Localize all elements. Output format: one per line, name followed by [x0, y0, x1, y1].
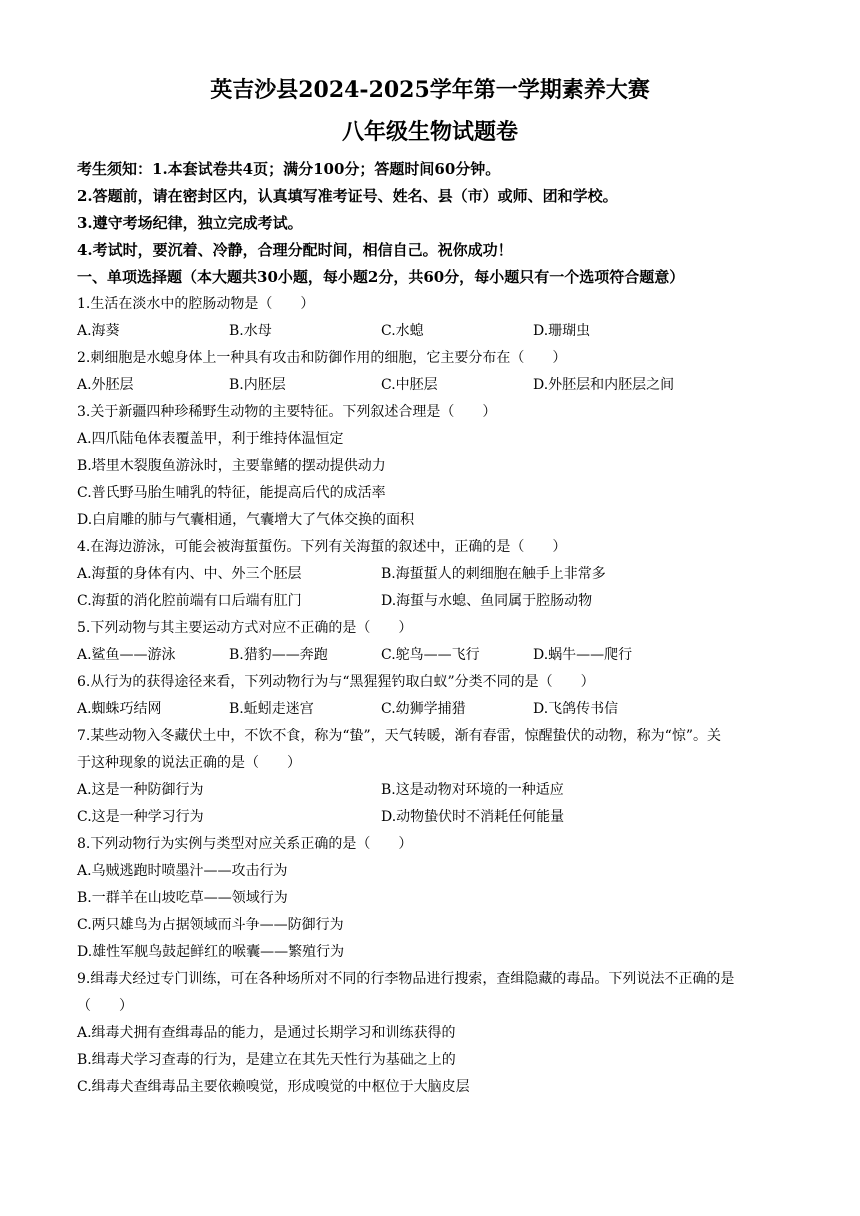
- option: C.鸵鸟——飞行: [381, 647, 480, 663]
- option: A.缉毒犬拥有查缉毒品的能力，是通过长期学习和训练获得的: [77, 1025, 456, 1041]
- option: A.鲨鱼——游泳: [77, 647, 176, 663]
- question-stem: 2.刺细胞是水螅身体上一种具有攻击和防御作用的细胞，它主要分布在（ ）: [77, 350, 567, 366]
- question-stem: 于这种现象的说法正确的是（ ）: [77, 755, 301, 771]
- option: B.塔里木裂腹鱼游泳时，主要靠鳍的摆动提供动力: [77, 458, 386, 474]
- option: B.缉毒犬学习查毒的行为，是建立在其先天性行为基础之上的: [77, 1052, 456, 1068]
- page-subtitle: 八年级生物试题卷: [341, 119, 518, 145]
- question-stem: 8.下列动物行为实例与类型对应关系正确的是（ ）: [77, 836, 413, 852]
- question-stem: 3.关于新疆四种珍稀野生动物的主要特征。下列叙述合理是（ ）: [77, 404, 497, 420]
- option: C.缉毒犬查缉毒品主要依赖嗅觉，形成嗅觉的中枢位于大脑皮层: [77, 1079, 470, 1095]
- option: D.动物蛰伏时不消耗任何能量: [381, 809, 565, 825]
- option: A.乌贼逃跑时喷墨汁——攻击行为: [77, 863, 288, 879]
- option: D.外胚层和内胚层之间: [533, 377, 675, 393]
- option: C.海蜇的消化腔前端有口后端有肛门: [77, 593, 302, 609]
- page-title: 英吉沙县2024-2025学年第一学期素养大赛: [210, 77, 650, 103]
- question-stem: 9.缉毒犬经过专门训练，可在各种场所对不同的行李物品进行搜索，查缉隐藏的毒品。下列说法不正确的是: [77, 971, 735, 987]
- section-title: 一、单项选择题（本大题共30小题，每小题2分，共60分，每小题只有一个选项符合题意）: [77, 268, 685, 286]
- option: B.蚯蚓走迷宫: [229, 701, 314, 717]
- question-stem: 4.在海边游泳，可能会被海蜇蜇伤。下列有关海蜇的叙述中，正确的是（ ）: [77, 539, 567, 555]
- option: A.这是一种防御行为: [77, 782, 204, 798]
- question-stem: 6.从行为的获得途径来看，下列动物行为与“黑猩猩钓取白蚁”分类不同的是（ ）: [77, 674, 595, 690]
- option: A.外胚层: [77, 377, 134, 393]
- option: B.这是动物对环境的一种适应: [381, 782, 564, 798]
- question-stem: 1.生活在淡水中的腔肠动物是（ ）: [77, 296, 315, 312]
- option: D.雄性军舰鸟鼓起鲜红的喉囊——繁殖行为: [77, 944, 345, 960]
- option: A.蜘蛛巧结网: [77, 701, 162, 717]
- exam-note: 4.考试时，要沉着、冷静，合理分配时间，相信自己。祝你成功！: [77, 241, 513, 259]
- option: B.海蜇蜇人的刺细胞在触手上非常多: [381, 566, 606, 582]
- option: B.一群羊在山坡吃草——领域行为: [77, 890, 288, 906]
- question-stem: 5.下列动物与其主要运动方式对应不正确的是（ ）: [77, 620, 413, 636]
- exam-note: 2.答题前，请在密封区内，认真填写准考证号、姓名、县（市）或师、团和学校。: [77, 187, 618, 205]
- option: A.四爪陆龟体表覆盖甲，利于维持体温恒定: [77, 431, 344, 447]
- exam-note: 考生须知：1.本套试卷共4页；满分100分；答题时间60分钟。: [77, 160, 501, 178]
- option: D.白肩雕的肺与气囊相通，气囊增大了气体交换的面积: [77, 512, 415, 528]
- question-stem: （ ）: [77, 998, 133, 1014]
- exam-note: 3.遵守考场纪律，独立完成考试。: [77, 214, 303, 232]
- option: C.这是一种学习行为: [77, 809, 204, 825]
- option: C.两只雄鸟为占据领域而斗争——防御行为: [77, 917, 344, 933]
- question-stem: 7.某些动物入冬藏伏土中，不饮不食，称为“蛰”，天气转暖，渐有春雷，惊醒蛰伏的动物，称为“惊”。关: [77, 728, 721, 744]
- option: C.水螅: [381, 323, 424, 339]
- option: D.珊瑚虫: [533, 323, 591, 339]
- option: C.普氏野马胎生哺乳的特征，能提高后代的成活率: [77, 485, 386, 501]
- option: B.内胚层: [229, 377, 286, 393]
- option: A.海蜇的身体有内、中、外三个胚层: [77, 566, 302, 582]
- option: B.猎豹——奔跑: [229, 647, 328, 663]
- option: D.海蜇与水螅、鱼同属于腔肠动物: [381, 593, 593, 609]
- option: C.幼狮学捕猎: [381, 701, 466, 717]
- option: C.中胚层: [381, 377, 438, 393]
- option: B.水母: [229, 323, 272, 339]
- option: D.蜗牛——爬行: [533, 647, 633, 663]
- option: A.海葵: [77, 323, 120, 339]
- option: D.飞鸽传书信: [533, 701, 619, 717]
